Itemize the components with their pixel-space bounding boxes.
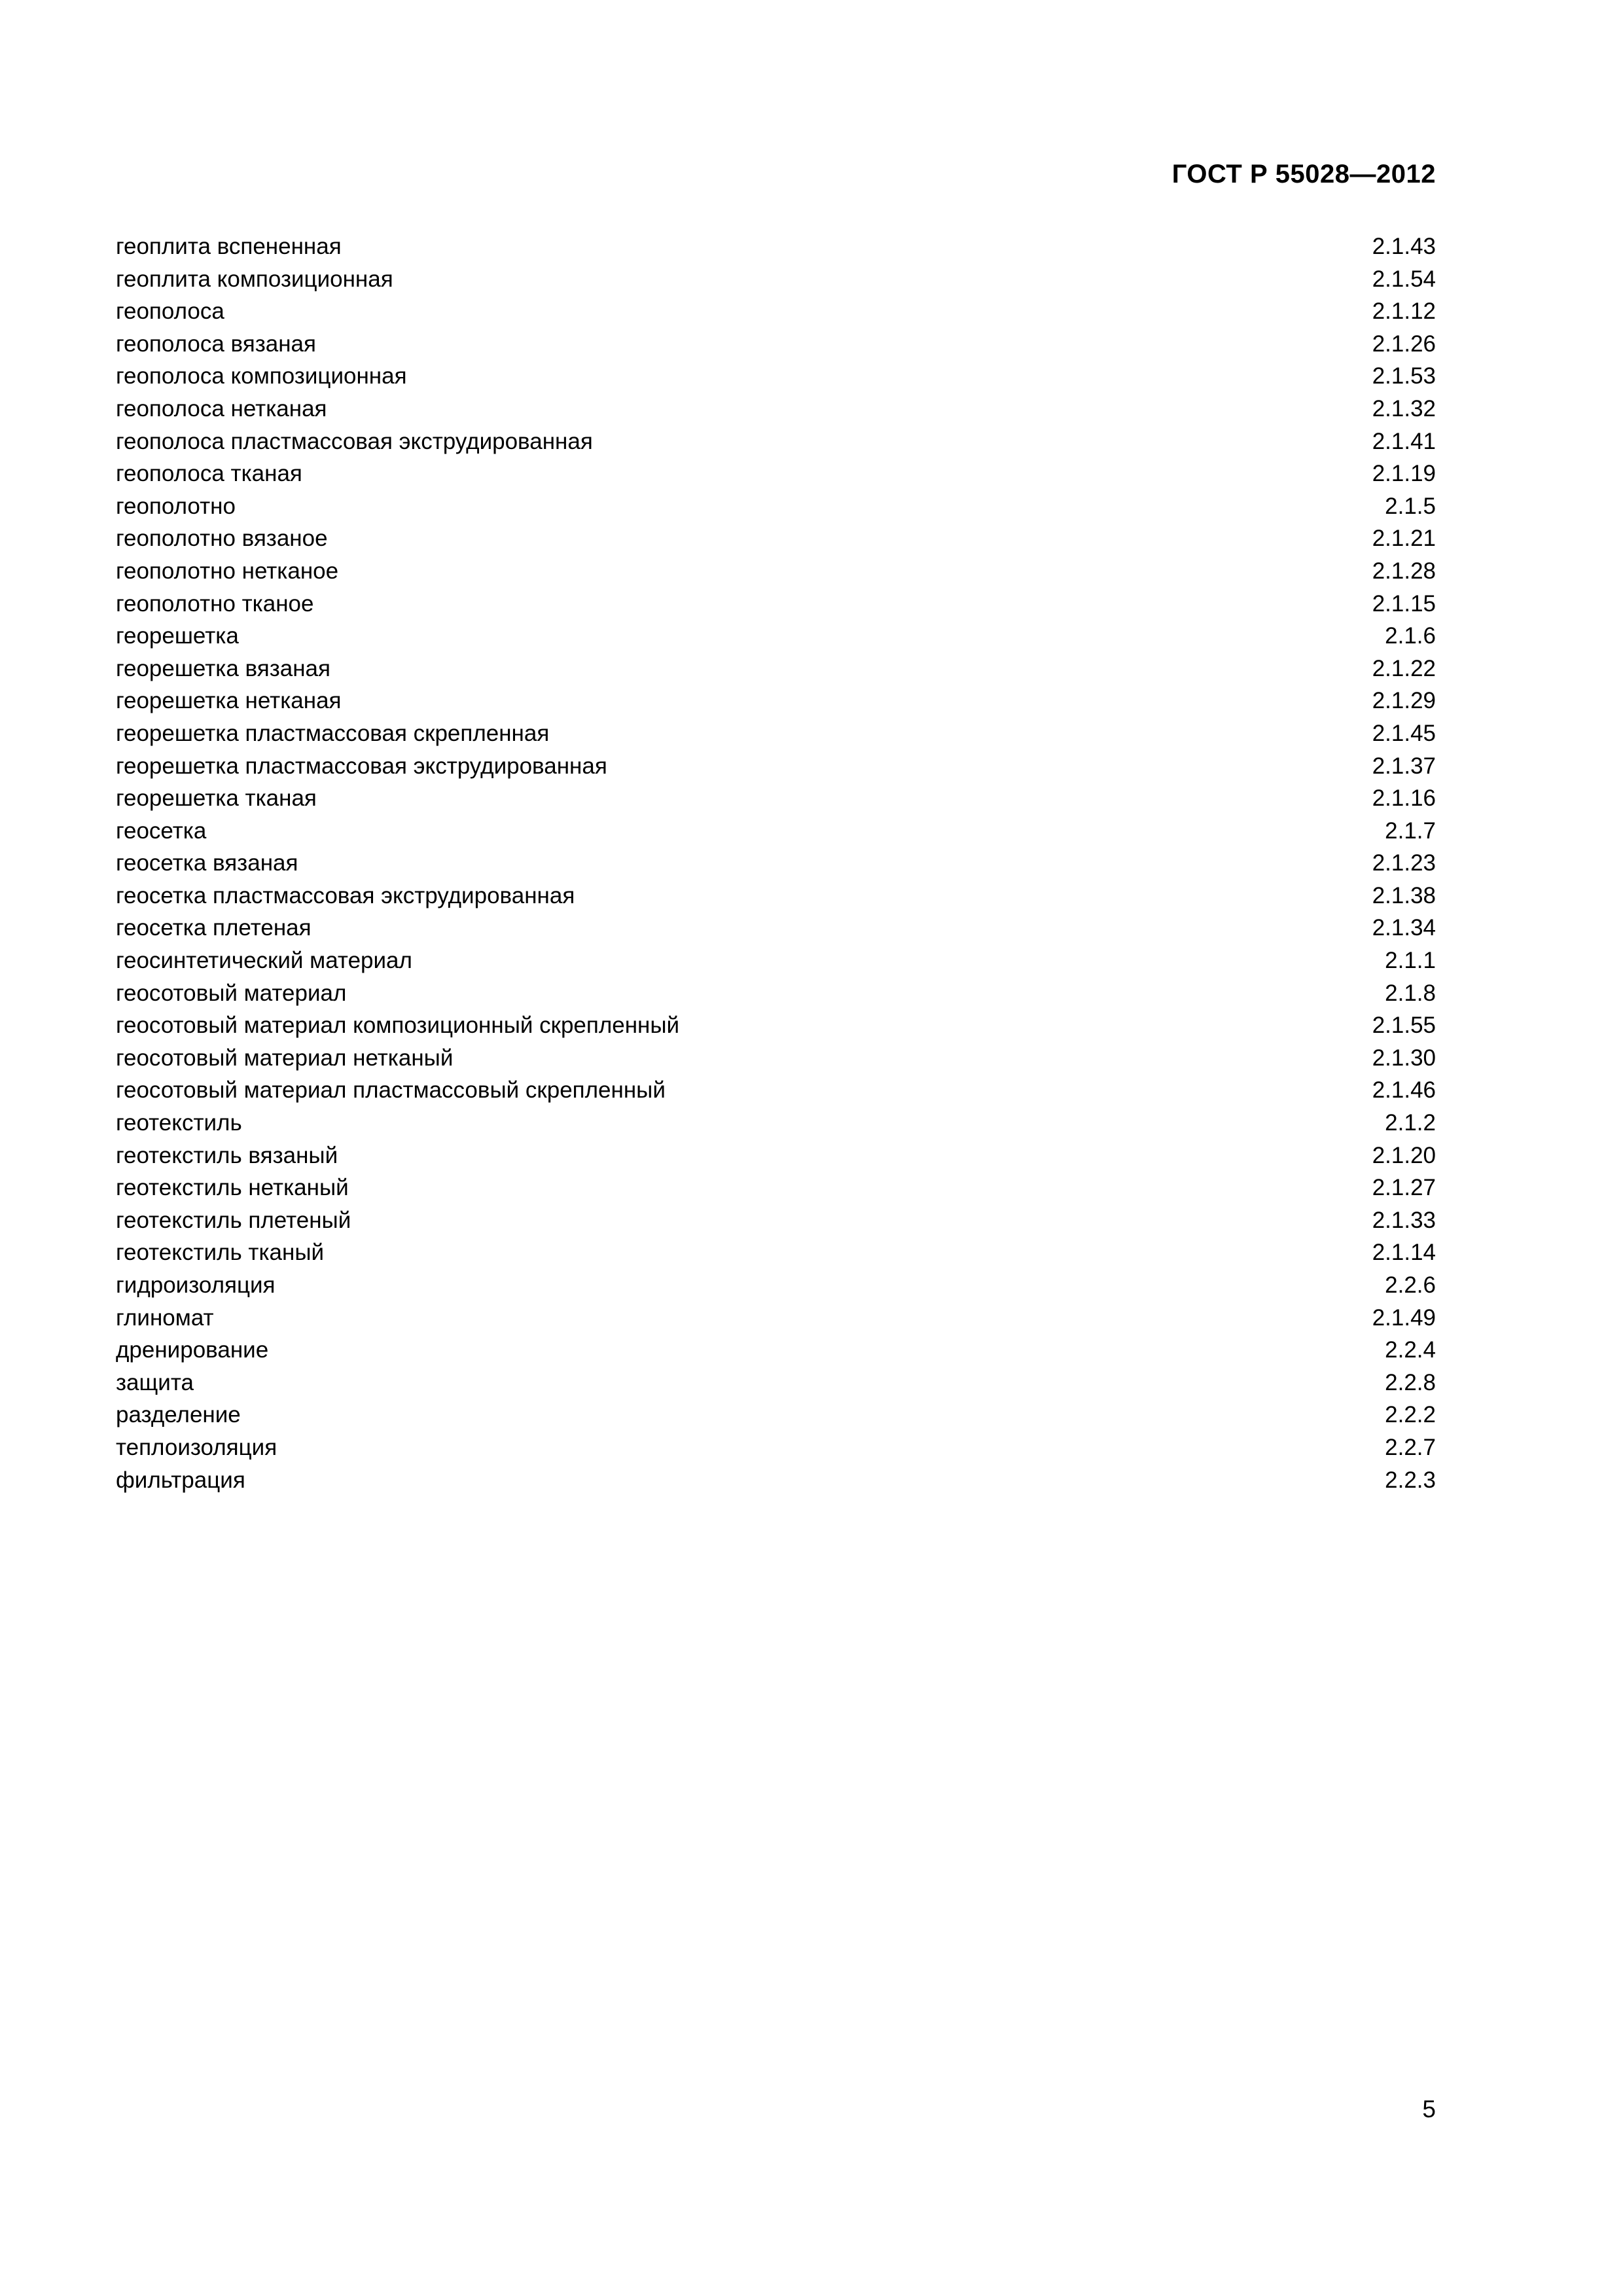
index-term: геоплита вспененная [116,234,342,259]
index-term: геотекстиль плетеный [116,1207,351,1233]
index-term: георешетка [116,623,239,649]
index-term: геополоса тканая [116,461,302,487]
index-entry [116,490,1436,523]
index-term: геополотно [116,493,236,519]
index-term: георешетка нетканая [116,688,342,714]
index-entry [116,847,1436,880]
index-entry [116,588,1436,620]
index-term: теплоизоляция [116,1434,277,1460]
index-reference: 2.1.54 [1372,266,1436,292]
index-term: глиномат [116,1304,214,1331]
index-reference: 2.1.23 [1372,850,1436,876]
index-term: геосотовый материал нетканый [116,1045,454,1071]
index-entry [116,1334,1436,1367]
index-entry [116,457,1436,490]
index-reference: 2.1.34 [1372,915,1436,941]
index-entry [116,1009,1436,1042]
index-reference: 2.1.14 [1372,1240,1436,1266]
index-reference: 2.1.32 [1372,395,1436,422]
index-entry [116,880,1436,912]
index-entry [116,653,1436,685]
index-term: геотекстиль вязаный [116,1142,338,1168]
index-reference: 2.2.7 [1385,1434,1436,1460]
index-entry [116,263,1436,296]
index-term: геосетка вязаная [116,850,298,876]
index-term: геотекстиль тканый [116,1240,325,1266]
index-reference: 2.1.1 [1385,948,1436,974]
index-reference: 2.2.4 [1385,1337,1436,1363]
index-entry [116,782,1436,815]
index-reference: 2.1.41 [1372,428,1436,454]
page-number: 5 [1422,2096,1436,2123]
index-reference: 2.1.6 [1385,623,1436,649]
index-term: геосинтетический материал [116,948,412,974]
index-reference: 2.1.2 [1385,1110,1436,1136]
index-reference: 2.1.29 [1372,688,1436,714]
index-term: геополоса пластмассовая экструдированная [116,428,593,454]
index-entry [116,1399,1436,1431]
index-term: геополоса [116,298,224,325]
index-term: защита [116,1369,194,1395]
index-reference: 2.1.43 [1372,234,1436,259]
index-term: геосотовый материал композиционный скрепленный [116,1013,680,1039]
index-entry [116,360,1436,393]
index-term: георешетка пластмассовая экструдированная [116,753,607,779]
index-entry [116,328,1436,361]
index-entry [116,1236,1436,1269]
index-reference: 2.1.38 [1372,882,1436,908]
index-entry [116,1367,1436,1399]
index-entry [116,977,1436,1010]
index-reference: 2.1.15 [1372,590,1436,617]
index-entry [116,1204,1436,1237]
index-entry [116,1269,1436,1302]
index-reference: 2.1.53 [1372,363,1436,389]
index-reference: 2.2.6 [1385,1272,1436,1298]
index-entry [116,522,1436,555]
document-code-header: ГОСТ Р 55028—2012 [1171,160,1436,188]
index-reference: 2.1.37 [1372,753,1436,779]
index-term: разделение [116,1402,241,1428]
index-entry [116,620,1436,653]
index-reference: 2.1.55 [1372,1013,1436,1039]
term-index-list [116,230,1436,1496]
index-term: дренирование [116,1337,269,1363]
index-entry [116,1042,1436,1075]
index-entry [116,425,1436,458]
index-reference: 2.1.49 [1372,1304,1436,1331]
index-entry [116,944,1436,977]
index-reference: 2.1.45 [1372,720,1436,746]
index-entry [116,230,1436,263]
index-term: геосетка плетеная [116,915,312,941]
index-entry [116,1302,1436,1335]
index-reference: 2.1.26 [1372,331,1436,357]
index-reference: 2.2.3 [1385,1467,1436,1493]
index-entry [116,815,1436,848]
index-term: гидроизоляция [116,1272,276,1298]
index-term: геополоса нетканая [116,395,327,422]
index-term: георешетка пластмассовая скрепленная [116,720,550,746]
index-reference: 2.1.12 [1372,298,1436,325]
index-entry [116,1107,1436,1139]
index-term: геотекстиль [116,1110,242,1136]
index-term: геополоса композиционная [116,363,407,389]
index-term: геосетка пластмассовая экструдированная [116,882,575,908]
index-term: геополотно тканое [116,590,314,617]
index-term: геосетка [116,817,207,844]
index-reference: 2.1.22 [1372,655,1436,681]
index-entry [116,1464,1436,1497]
index-entry [116,1074,1436,1107]
index-reference: 2.1.16 [1372,785,1436,812]
index-term: геоплита композиционная [116,266,393,292]
index-reference: 2.2.8 [1385,1369,1436,1395]
index-term: георешетка вязаная [116,655,330,681]
index-reference: 2.1.28 [1372,558,1436,584]
index-entry [116,393,1436,425]
index-entry [116,1139,1436,1172]
index-reference: 2.1.20 [1372,1142,1436,1168]
index-reference: 2.1.19 [1372,461,1436,487]
index-reference: 2.1.46 [1372,1077,1436,1103]
index-entry [116,685,1436,717]
index-term: фильтрация [116,1467,245,1493]
index-reference: 2.1.7 [1385,817,1436,844]
index-reference: 2.1.5 [1385,493,1436,519]
index-entry [116,555,1436,588]
index-term: геотекстиль нетканый [116,1175,349,1201]
index-reference: 2.2.2 [1385,1402,1436,1428]
index-reference: 2.1.8 [1385,980,1436,1006]
index-term: георешетка тканая [116,785,317,812]
index-reference: 2.1.27 [1372,1175,1436,1201]
index-reference: 2.1.33 [1372,1207,1436,1233]
index-term: геополоса вязаная [116,331,316,357]
index-entry [116,295,1436,328]
index-entry [116,1431,1436,1464]
index-term: геополотно вязаное [116,526,328,552]
index-entry [116,717,1436,750]
index-entry [116,912,1436,944]
index-term: геосотовый материал [116,980,347,1006]
index-reference: 2.1.21 [1372,526,1436,552]
index-entry [116,750,1436,783]
index-term: геосотовый материал пластмассовый скрепленный [116,1077,666,1103]
index-entry [116,1172,1436,1204]
index-term: геополотно нетканое [116,558,339,584]
index-reference: 2.1.30 [1372,1045,1436,1071]
